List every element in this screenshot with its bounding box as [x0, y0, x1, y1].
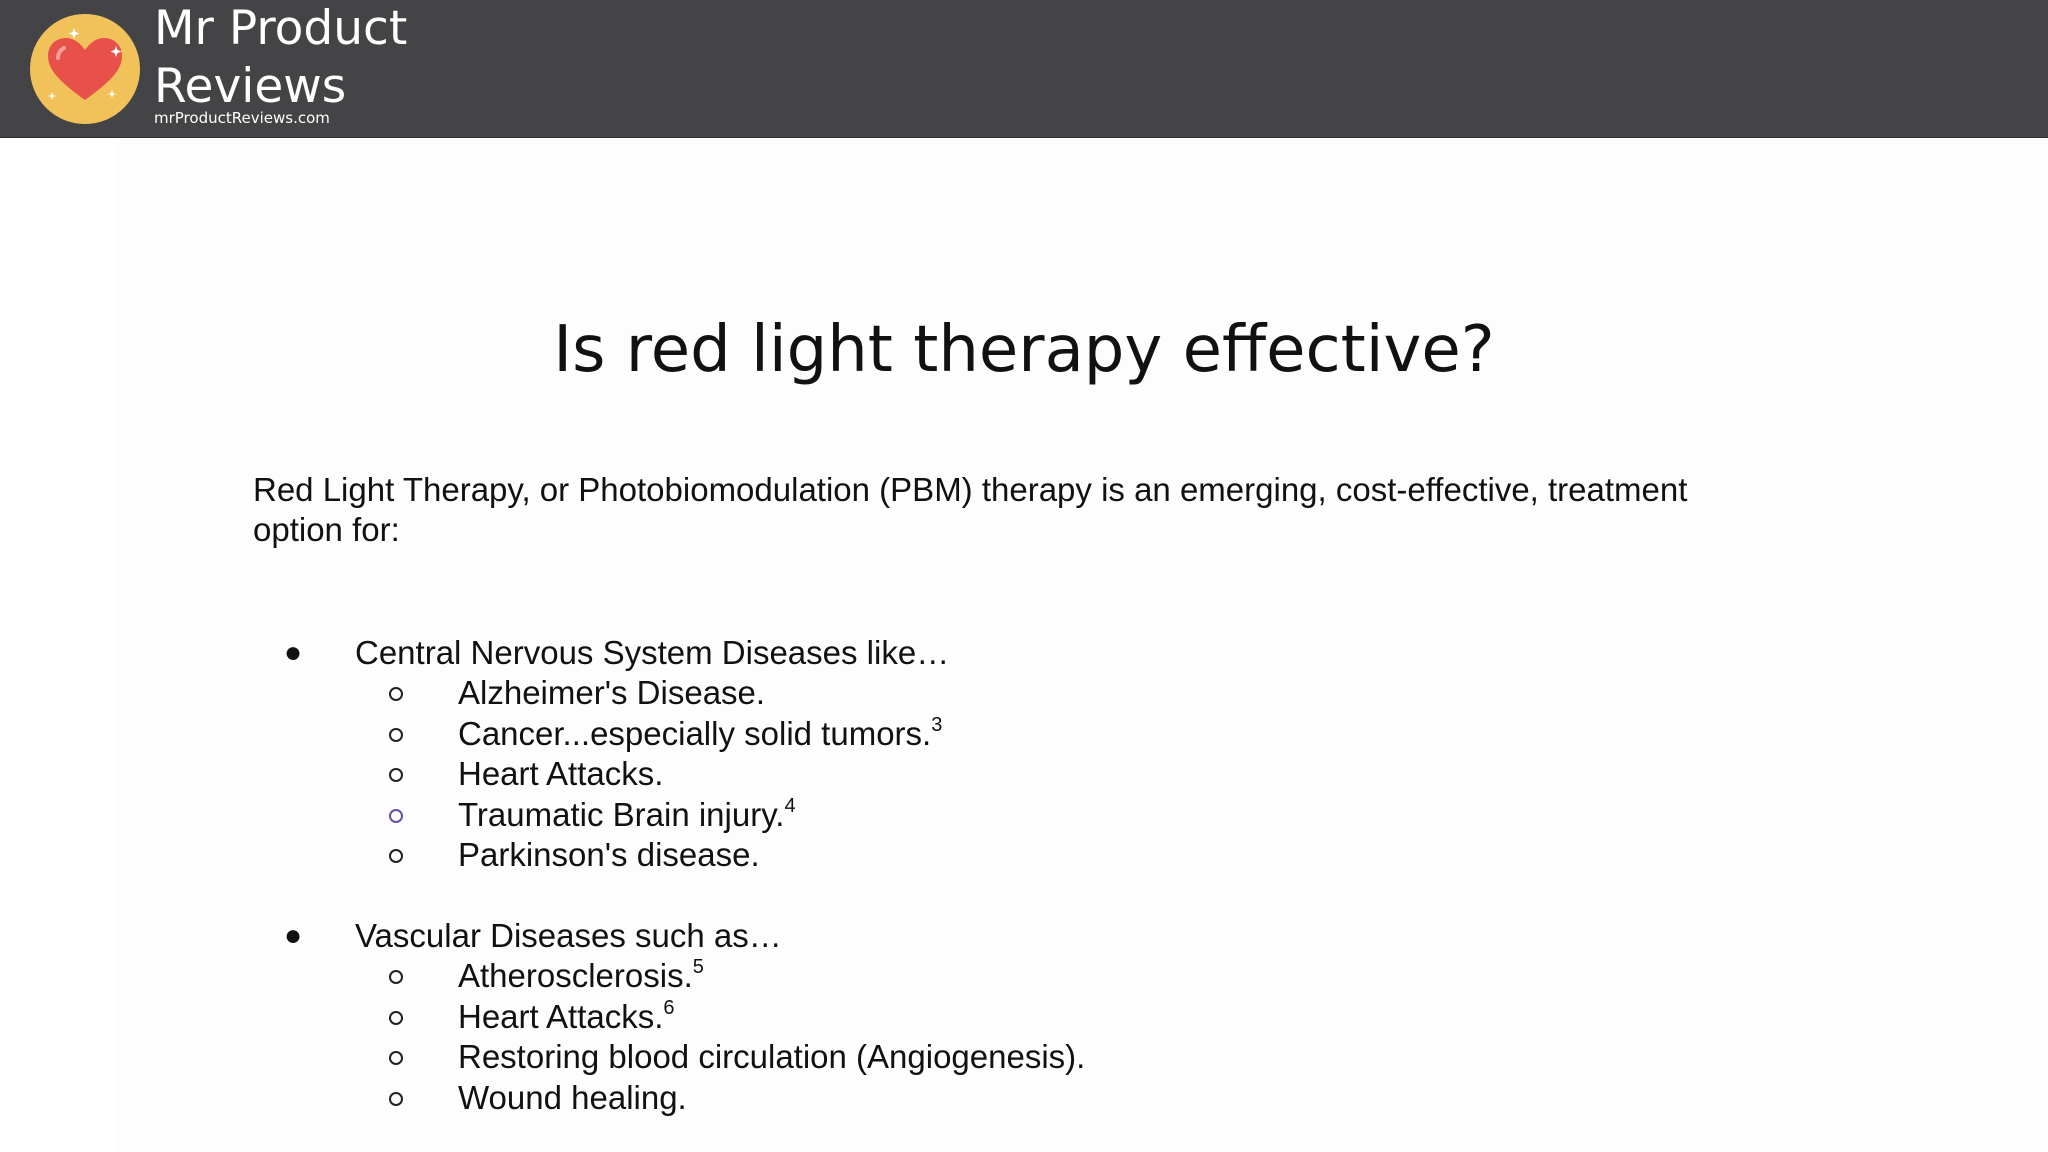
brand-name[interactable] — [154, 0, 407, 116]
footnote-ref[interactable]: 4 — [784, 795, 796, 817]
brand-line-2: Reviews — [154, 59, 347, 114]
footnote-ref[interactable]: 6 — [663, 997, 675, 1019]
list-item — [458, 835, 760, 875]
logo[interactable] — [30, 14, 140, 124]
sub-bullet-icon — [389, 1011, 403, 1025]
group-heading: Vascular Diseases such as… — [355, 917, 782, 954]
slide-title: Is red light therapy effective? — [553, 313, 1495, 387]
list-item — [458, 795, 796, 835]
sub-bullet-icon — [389, 849, 403, 863]
site-header — [0, 0, 2048, 138]
footnote-ref[interactable]: 3 — [931, 714, 943, 736]
list-item-text: Alzheimer's Disease. — [458, 674, 766, 711]
intro-paragraph: Red Light Therapy, or Photobiomodulation (PBM) therapy is an emerging, cost-effective, treatment option for: — [253, 471, 1688, 548]
sub-bullet-icon — [389, 809, 403, 823]
list-item-text: Wound healing. — [458, 1079, 687, 1116]
footnote-ref[interactable]: 5 — [692, 956, 704, 978]
brand-url[interactable]: mrProductReviews.com — [154, 109, 330, 127]
list-item — [458, 956, 704, 996]
list-item-text: Heart Attacks. — [458, 755, 664, 792]
list-item-text: Heart Attacks. — [458, 998, 664, 1035]
sub-bullet-icon — [389, 1092, 403, 1106]
brand-line-1: Mr Product — [154, 1, 408, 56]
sub-bullet-icon — [389, 1051, 403, 1065]
heart-icon — [30, 14, 140, 124]
sub-bullet-icon — [389, 970, 403, 984]
list-item — [458, 1037, 1085, 1077]
list-item — [458, 754, 663, 794]
group-heading: Central Nervous System Diseases like… — [355, 634, 950, 671]
list-item — [458, 997, 675, 1037]
list-item — [458, 714, 942, 754]
list-item — [458, 1078, 687, 1118]
sub-bullet-icon — [389, 768, 403, 782]
list-item-text: Restoring blood circulation (Angiogenesis). — [458, 1038, 1086, 1075]
list-item-text: Cancer...especially solid tumors. — [458, 715, 932, 752]
list-item-text: Traumatic Brain injury. — [458, 796, 785, 833]
bullet-icon: ● — [284, 636, 303, 669]
list-item-text: Parkinson's disease. — [458, 836, 760, 873]
sub-bullet-icon — [389, 687, 403, 701]
list-item-text: Atherosclerosis. — [458, 957, 693, 994]
sub-bullet-icon — [389, 728, 403, 742]
bullet-icon: ● — [284, 919, 303, 952]
list-item — [458, 673, 765, 713]
